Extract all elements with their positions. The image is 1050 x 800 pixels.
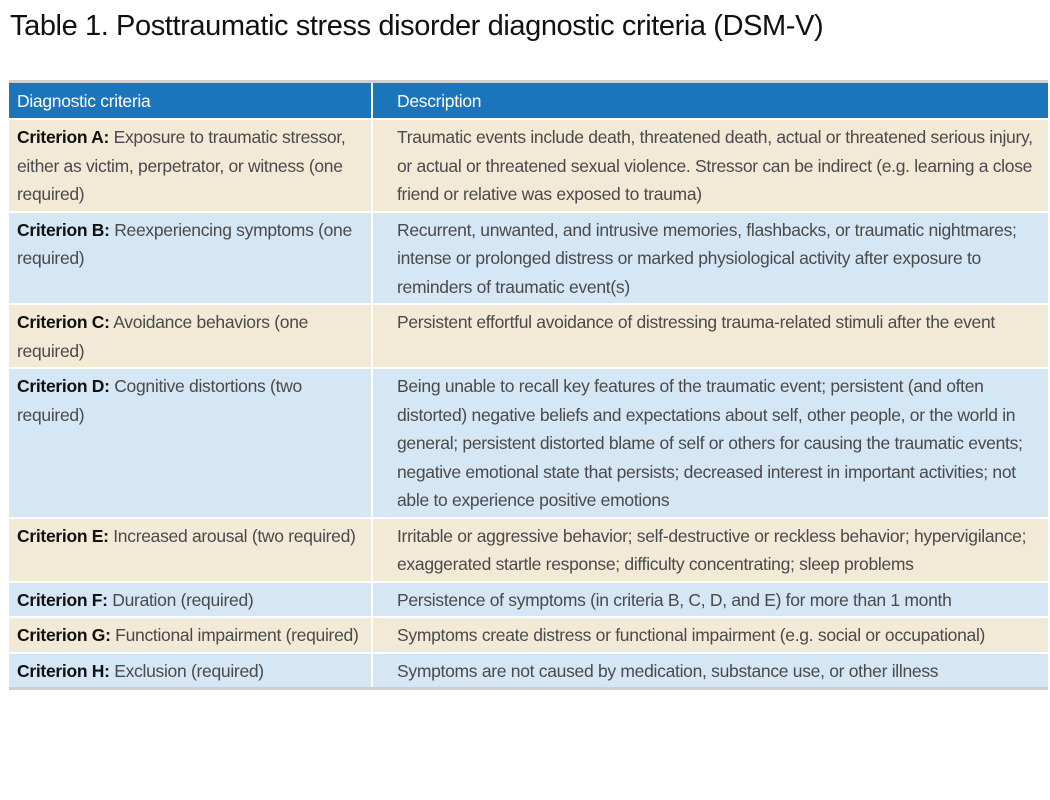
table-row-criterion-f (9, 582, 1048, 618)
table-row-criterion-b (9, 212, 1048, 305)
criteria-cell (9, 617, 372, 653)
table-header-row (9, 83, 1048, 119)
criterion-text: Duration (required) (107, 589, 254, 610)
description-cell: Irritable or aggressive behavior; self-destructive or reckless behavior; hypervigilance; exaggerated startle response; difficulty concentrating; sleep problems (372, 518, 1048, 582)
description-cell: Symptoms are not caused by medication, substance use, or other illness (372, 653, 1048, 688)
table-row-criterion-e (9, 518, 1048, 582)
criteria-cell (9, 653, 372, 688)
criterion-label: Criterion C: (17, 312, 110, 332)
table-row-criterion-g (9, 617, 1048, 653)
criteria-cell (9, 582, 372, 618)
description-cell: Symptoms create distress or functional impairment (e.g. social or occupational) (372, 617, 1048, 653)
criteria-cell (9, 368, 372, 518)
criterion-label: Criterion G: (17, 625, 111, 645)
criterion-label: Criterion F: (17, 589, 108, 610)
table-row-criterion-c (9, 304, 1048, 368)
criterion-text: Avoidance behaviors (one required) (17, 312, 309, 361)
table-title: Table 1. Posttraumatic stress disorder diagnostic criteria (DSM-V) (10, 10, 824, 42)
criteria-cell (9, 304, 372, 368)
table-row-criterion-d (9, 368, 1048, 518)
criterion-text: Cognitive distortions (two required) (17, 376, 302, 425)
column-header-description: Description (372, 83, 1048, 119)
criteria-table (9, 83, 1048, 687)
criteria-table-container (9, 80, 1048, 690)
description-cell: Recurrent, unwanted, and intrusive memories, flashbacks, or traumatic nightmares; intense or prolonged distress or marked physiological activity after exposure to reminders of traumatic event(s) (372, 212, 1048, 305)
table-row-criterion-a (9, 119, 1048, 212)
criteria-cell (9, 518, 372, 582)
criterion-label: Criterion D: (17, 376, 110, 396)
description-cell: Being unable to recall key features of the traumatic event; persistent (and often distorted) negative beliefs and expectations about self, other people, or the world in general; persistent distorted blame of self or others for causing the traumatic events; negative emotional state that persists; decreased interest in important activities; not able to experience positive emotions (372, 368, 1048, 518)
criterion-text: Increased arousal (two required) (108, 525, 356, 546)
criterion-text: Exclusion (required) (109, 660, 264, 681)
criterion-text: Functional impairment (required) (110, 625, 359, 645)
description-cell: Persistence of symptoms (in criteria B, C, D, and E) for more than 1 month (372, 582, 1048, 618)
criterion-label: Criterion A: (17, 127, 110, 147)
criteria-cell (9, 212, 372, 305)
criterion-label: Criterion E: (17, 525, 109, 546)
criterion-label: Criterion H: (17, 660, 110, 681)
criteria-cell (9, 119, 372, 212)
column-header-criteria: Diagnostic criteria (9, 83, 372, 119)
description-cell: Persistent effortful avoidance of distressing trauma-related stimuli after the event (372, 304, 1048, 368)
description-cell: Traumatic events include death, threatened death, actual or threatened serious injury, or actual or threatened sexual violence. Stressor can be indirect (e.g. learning a close friend or relative was exposed to trauma) (372, 119, 1048, 212)
criterion-text: Reexperiencing symptoms (one required) (17, 219, 352, 268)
criterion-text: Exposure to traumatic stressor, either as victim, perpetrator, or witness (one required) (17, 127, 346, 204)
criterion-label: Criterion B: (17, 219, 110, 240)
table-row-criterion-h (9, 653, 1048, 688)
